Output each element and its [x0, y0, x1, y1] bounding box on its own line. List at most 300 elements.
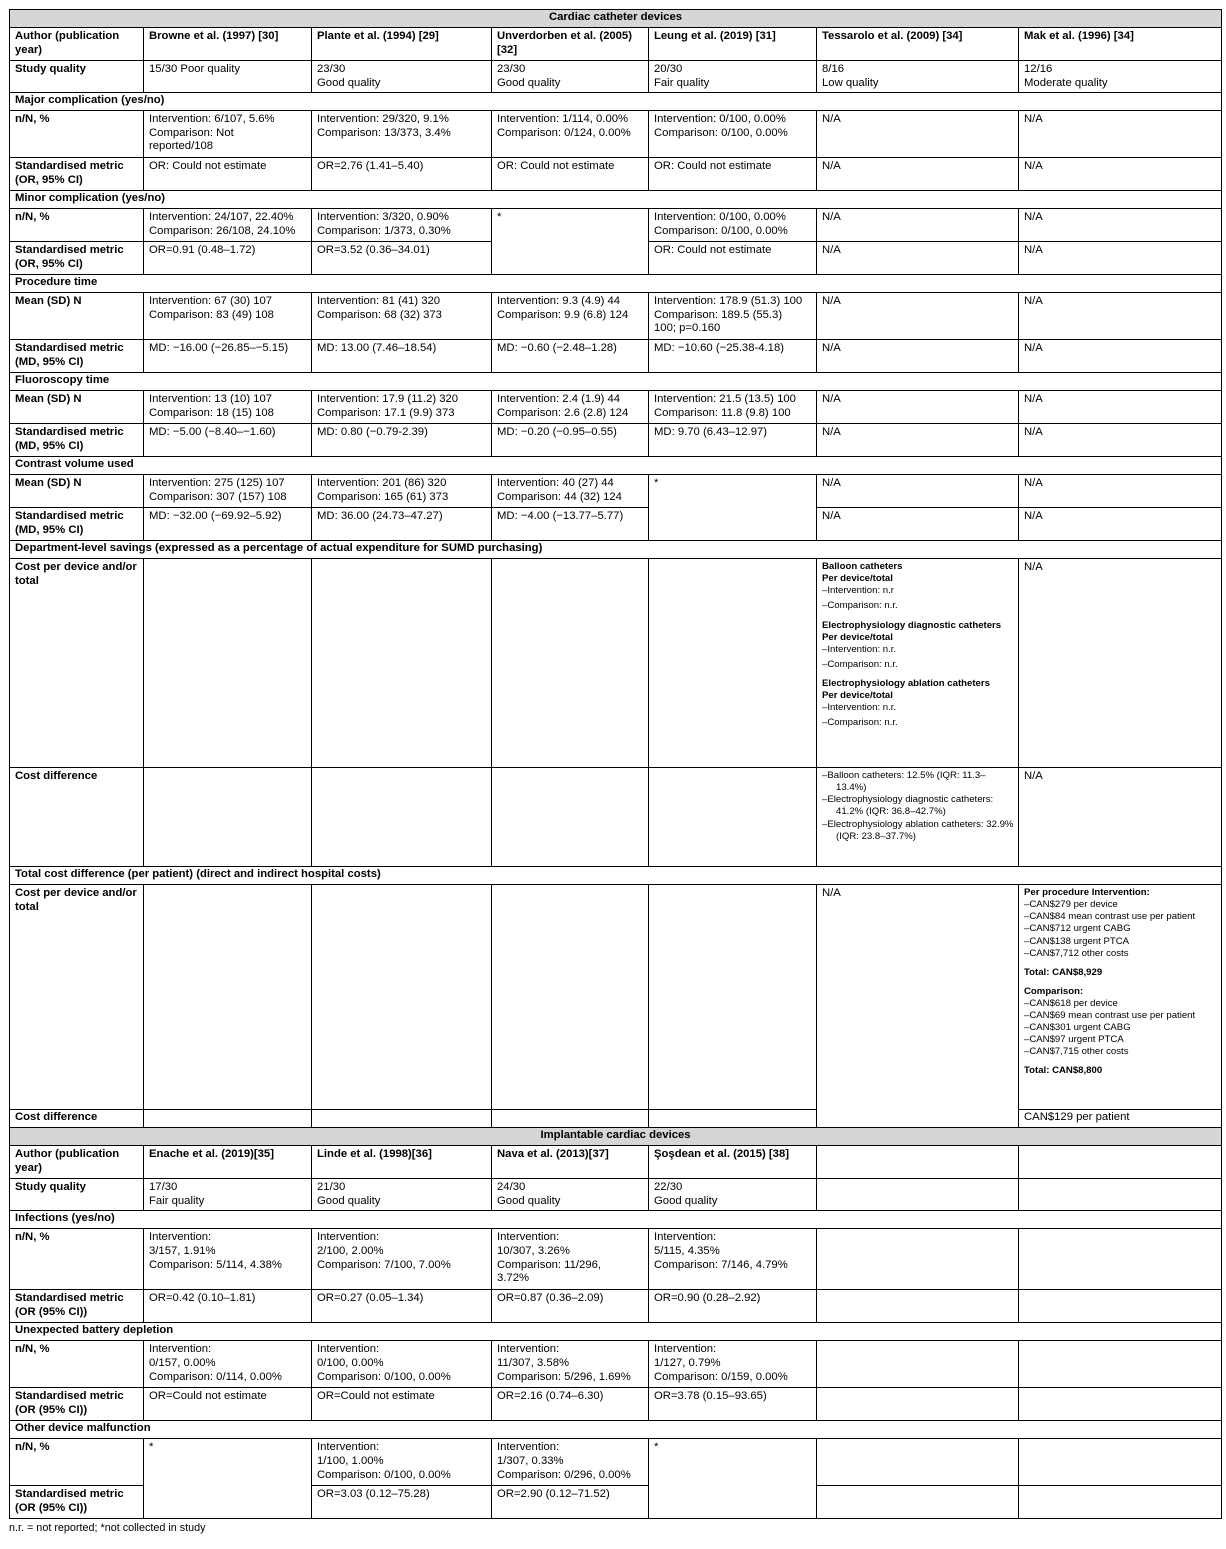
row-label-cost-difference: Cost difference: [10, 1110, 144, 1128]
group-title-minor: Minor complication (yes/no): [10, 191, 1222, 209]
cost-block-subheading: Per device/total: [822, 690, 893, 702]
cell-line: Comparison: 7/100, 7.00%: [317, 1258, 451, 1271]
row-label-standardised: Standardised metric (OR (95% CI)): [10, 1290, 144, 1323]
group-title-fluoroscopy: Fluoroscopy time: [10, 373, 1222, 391]
row-label-standardised: Standardised metric (OR, 95% CI): [10, 158, 144, 191]
empty-cell: [492, 885, 649, 1110]
cell-line: Comparison: 83 (49) 108: [149, 308, 274, 321]
metric-cell: N/A: [1019, 340, 1222, 373]
cell-line: N/A: [822, 393, 841, 406]
cell-line: 23/30: [317, 63, 346, 75]
cell-line: Comparison: 0/124, 0.00%: [497, 126, 631, 139]
cell-line: 1/127, 0.79%: [654, 1356, 721, 1369]
metric-cell: N/A: [1019, 424, 1222, 457]
data-cell: [649, 111, 817, 158]
quality-cell: [1019, 61, 1222, 93]
metric-cell: OR=0.42 (0.10–1.81): [144, 1290, 312, 1323]
data-cell: [312, 1341, 492, 1388]
cost-item: –Comparison: n.r.: [822, 658, 898, 670]
empty-cell: [312, 768, 492, 867]
data-cell: [492, 111, 649, 158]
data-cell: [312, 1439, 492, 1486]
mak-cost-cell: N/A: [1019, 559, 1222, 768]
data-cell: [649, 1341, 817, 1388]
cell-line: 0/100, 0.00%: [317, 1356, 384, 1369]
cell-line: *: [654, 1441, 659, 1454]
row-label-standardised: Standardised metric (OR, 95% CI): [10, 242, 144, 275]
header-enache: Enache et al. (2019)[35]: [144, 1146, 312, 1179]
metric-cell: N/A: [817, 158, 1019, 191]
cost-item: –CAN$7,715 other costs: [1024, 1046, 1129, 1058]
cell-line: Comparison: 0/100, 0.00%: [317, 1468, 451, 1481]
data-cell: [312, 391, 492, 424]
row-label-standardised: Standardised metric (MD, 95% CI): [10, 508, 144, 541]
metric-cell: OR=2.90 (0.12–71.52): [492, 1486, 649, 1519]
empty-cell: [649, 559, 817, 768]
cell-line: Intervention:: [317, 1231, 380, 1244]
cell-line: Comparison: Not: [149, 126, 234, 139]
quality-cell: [492, 1179, 649, 1211]
empty-cell: [1019, 1341, 1222, 1388]
empty-cell: [144, 1110, 312, 1128]
cell-line: Comparison: 1/373, 0.30%: [317, 224, 451, 237]
data-cell: [817, 111, 1019, 158]
cell-line: N/A: [822, 211, 841, 224]
group-title-major: Major complication (yes/no): [10, 93, 1222, 111]
row-label-cost: Cost per device and/or total: [10, 885, 144, 1110]
metric-cell: MD: −10.60 (−25.38-4.18): [649, 340, 817, 373]
cost-block-heading: Balloon catheters: [822, 561, 903, 573]
tessarolo-difference-cell: [817, 768, 1019, 867]
row-label-mean: Mean (SD) N: [10, 293, 144, 340]
data-cell: [1019, 475, 1222, 508]
metric-cell: OR=0.27 (0.05–1.34): [312, 1290, 492, 1323]
header-leung: Leung et al. (2019) [31]: [649, 28, 817, 61]
cell-line: Comparison: 165 (61) 373: [317, 490, 449, 503]
cell-line: 15/30 Poor quality: [149, 63, 241, 75]
cell-line: Good quality: [654, 1194, 718, 1207]
cell-line: 1/100, 1.00%: [317, 1454, 384, 1467]
cell-line: reported/108: [149, 140, 214, 153]
empty-cell: [1019, 1439, 1222, 1486]
row-label-n: n/N, %: [10, 209, 144, 242]
empty-cell: [1019, 1146, 1222, 1179]
empty-cell: [649, 768, 817, 867]
header-nava: Nava et al. (2013)[37]: [492, 1146, 649, 1179]
cell-line: Intervention: 6/107, 5.6%: [149, 113, 275, 126]
cell-line: *: [497, 211, 502, 224]
row-label-mean: Mean (SD) N: [10, 391, 144, 424]
metric-cell: OR: Could not estimate: [144, 158, 312, 191]
cost-item: –CAN$97 urgent PTCA: [1024, 1034, 1124, 1046]
data-cell: [1019, 209, 1222, 242]
cell-line: N/A: [1024, 211, 1043, 224]
cell-line: Intervention: 13 (10) 107: [149, 393, 273, 406]
header-mak: Mak et al. (1996) [34]: [1019, 28, 1222, 61]
cell-line: Comparison: 5/296, 1.69%: [497, 1370, 631, 1383]
data-cell: [492, 293, 649, 340]
data-cell: [144, 209, 312, 242]
cost-item: –Comparison: n.r.: [822, 600, 898, 612]
metric-cell: OR: Could not estimate: [649, 158, 817, 191]
quality-cell: [492, 61, 649, 93]
cell-line: 100; p=0.160: [654, 322, 721, 335]
evidence-table: [9, 9, 1222, 1519]
cost-item: –Intervention: n.r: [822, 585, 894, 597]
difference-item: –Electrophysiology ablation catheters: 32.9% (IQR: 23.8–37.7%): [822, 818, 1014, 842]
empty-cell: [649, 1110, 817, 1128]
cost-block-heading: Electrophysiology ablation catheters: [822, 677, 990, 689]
cost-item: –CAN$618 per device: [1024, 997, 1118, 1009]
empty-cell: [1019, 1179, 1222, 1211]
empty-cell: [817, 1486, 1019, 1519]
empty-cell: [492, 768, 649, 867]
cell-line: Moderate quality: [1024, 76, 1108, 89]
empty-cell: [817, 1229, 1019, 1290]
metric-cell: OR=3.78 (0.15–93.65): [649, 1388, 817, 1421]
cost-item: –CAN$69 mean contrast use per patient: [1024, 1010, 1196, 1022]
metric-cell: MD: −32.00 (−69.92–5.92): [144, 508, 312, 541]
quality-cell: [312, 1179, 492, 1211]
empty-cell: [1019, 1290, 1222, 1323]
empty-cell: [1019, 1486, 1222, 1519]
cell-line: Comparison: 11.8 (9.8) 100: [654, 406, 791, 419]
cell-line: 11/307, 3.58%: [497, 1356, 570, 1369]
cell-line: Comparison: 11/296,: [497, 1258, 602, 1271]
data-cell: [817, 209, 1019, 242]
empty-cell: [817, 1388, 1019, 1421]
cell-line: Comparison: 189.5 (55.3): [654, 308, 783, 321]
header-tessarolo: Tessarolo et al. (2009) [34]: [817, 28, 1019, 61]
cell-line: *: [149, 1441, 154, 1454]
section-title-implantable: Implantable cardiac devices: [10, 1128, 1222, 1146]
empty-cell: [492, 1110, 649, 1128]
empty-cell: [144, 559, 312, 768]
group-title-infections: Infections (yes/no): [10, 1211, 1222, 1229]
cell-line: 17/30: [149, 1181, 178, 1194]
cell-line: Intervention: 1/114, 0.00%: [497, 113, 629, 126]
metric-cell: OR=0.91 (0.48–1.72): [144, 242, 312, 275]
empty-cell: [312, 885, 492, 1110]
metric-cell: OR=2.16 (0.74–6.30): [492, 1388, 649, 1421]
row-label-n: n/N, %: [10, 1439, 144, 1486]
cell-line: Comparison: 2.6 (2.8) 124: [497, 406, 629, 419]
cost-item: –Intervention: n.r.: [822, 643, 897, 655]
data-cell: [1019, 391, 1222, 424]
cell-line: Intervention: 275 (125) 107: [149, 477, 285, 490]
metric-cell: OR: Could not estimate: [492, 158, 649, 191]
data-cell: [649, 209, 817, 242]
data-cell: [649, 293, 817, 340]
row-label-quality: Study quality: [10, 1179, 144, 1211]
cost-item: –Intervention: n.r.: [822, 702, 897, 714]
cell-line: Intervention: 21.5 (13.5) 100: [654, 393, 796, 406]
cell-line: N/A: [822, 113, 841, 126]
metric-cell: N/A: [817, 242, 1019, 275]
not-collected-cell: [492, 209, 649, 275]
cell-line: 8/16: [822, 63, 844, 75]
cost-item: –CAN$301 urgent CABG: [1024, 1022, 1131, 1034]
cell-line: 22/30: [654, 1181, 683, 1194]
cell-line: Intervention:: [317, 1343, 380, 1356]
cell-line: Intervention: 24/107, 22.40%: [149, 211, 294, 224]
cost-block-subheading: Per device/total: [822, 631, 893, 643]
data-cell: [144, 111, 312, 158]
cell-line: Comparison: 44 (32) 124: [497, 490, 622, 503]
metric-cell: MD: 0.80 (−0.79-2.39): [312, 424, 492, 457]
empty-cell: [144, 885, 312, 1110]
cell-line: 21/30: [317, 1181, 346, 1194]
header-author: Author (publication year): [10, 28, 144, 61]
metric-cell: MD: −4.00 (−13.77–5.77): [492, 508, 649, 541]
data-cell: [144, 391, 312, 424]
cell-line: Intervention: 0/100, 0.00%: [654, 113, 786, 126]
metric-cell: MD: −0.20 (−0.95–0.55): [492, 424, 649, 457]
cell-line: 23/30: [497, 63, 526, 75]
cell-line: Comparison: 7/146, 4.79%: [654, 1258, 788, 1271]
row-label-standardised: Standardised metric (OR (95% CI)): [10, 1486, 144, 1519]
cell-line: Comparison: 17.1 (9.9) 373: [317, 406, 455, 419]
empty-cell: [1019, 1388, 1222, 1421]
data-cell: [1019, 111, 1222, 158]
metric-cell: N/A: [817, 424, 1019, 457]
metric-cell: OR=3.52 (0.36–34.01): [312, 242, 492, 275]
cell-line: Intervention: 3/320, 0.90%: [317, 211, 449, 224]
cost-item: –CAN$712 urgent CABG: [1024, 923, 1131, 935]
cell-line: Comparison: 0/114, 0.00%: [149, 1370, 282, 1383]
group-title-malfunction: Other device malfunction: [10, 1421, 1222, 1439]
header-author: Author (publication year): [10, 1146, 144, 1179]
data-cell: [649, 1229, 817, 1290]
quality-cell: [144, 1179, 312, 1211]
not-collected-cell: [144, 1439, 312, 1519]
cost-item: –CAN$279 per device: [1024, 899, 1118, 911]
data-cell: [144, 1229, 312, 1290]
header-linde: Linde et al. (1998)[36]: [312, 1146, 492, 1179]
cell-line: Fair quality: [654, 76, 710, 89]
empty-cell: [817, 1290, 1019, 1323]
data-cell: [312, 209, 492, 242]
cell-line: 12/16: [1024, 63, 1053, 75]
cell-line: 2/100, 2.00%: [317, 1244, 384, 1257]
header-plante: Plante et al. (1994) [29]: [312, 28, 492, 61]
row-label-cost: Cost per device and/or total: [10, 559, 144, 768]
row-label-standardised: Standardised metric (OR (95% CI)): [10, 1388, 144, 1421]
cost-item: –CAN$7,712 other costs: [1024, 947, 1129, 959]
cell-line: Good quality: [497, 76, 561, 89]
cell-line: Intervention:: [149, 1343, 212, 1356]
tessarolo-cost-cell: [817, 559, 1019, 768]
row-label-mean: Mean (SD) N: [10, 475, 144, 508]
difference-item: –Electrophysiology diagnostic catheters: 41.2% (IQR: 36.8–42.7%): [822, 794, 994, 818]
cost-total: Total: CAN$8,800: [1024, 1065, 1103, 1077]
quality-cell: [817, 61, 1019, 93]
empty-cell: [817, 1146, 1019, 1179]
cell-line: N/A: [1024, 477, 1043, 490]
cell-line: Intervention: 9.3 (4.9) 44: [497, 295, 621, 308]
cell-line: 0/157, 0.00%: [149, 1356, 216, 1369]
cell-line: Good quality: [317, 76, 381, 89]
row-label-quality: Study quality: [10, 61, 144, 93]
cell-line: Intervention: 81 (41) 320: [317, 295, 441, 308]
cell-line: Comparison: 68 (32) 373: [317, 308, 442, 321]
group-title-total-cost: Total cost difference (per patient) (direct and indirect hospital costs): [10, 867, 1222, 885]
cell-line: Comparison: 307 (157) 108: [149, 490, 287, 503]
cell-line: Comparison: 0/100, 0.00%: [317, 1370, 451, 1383]
empty-cell: [817, 1179, 1019, 1211]
row-label-standardised: Standardised metric (MD, 95% CI): [10, 340, 144, 373]
row-label-n: n/N, %: [10, 111, 144, 158]
metric-cell: N/A: [1019, 242, 1222, 275]
cell-line: Good quality: [317, 1194, 381, 1207]
cell-line: N/A: [1024, 113, 1043, 126]
cost-total: Total: CAN$8,929: [1024, 966, 1103, 978]
cell-line: Intervention: 40 (27) 44: [497, 477, 614, 490]
data-cell: [144, 475, 312, 508]
row-label-n: n/N, %: [10, 1229, 144, 1290]
metric-cell: N/A: [817, 340, 1019, 373]
quality-cell: [144, 61, 312, 93]
metric-cell: OR: Could not estimate: [649, 242, 817, 275]
metric-cell: N/A: [817, 508, 1019, 541]
cell-line: Comparison: 0/100, 0.00%: [654, 224, 788, 237]
cell-line: Intervention: 67 (30) 107: [149, 295, 273, 308]
cell-line: Comparison: 26/108, 24.10%: [149, 224, 296, 237]
cell-line: Comparison: 18 (15) 108: [149, 406, 274, 419]
data-cell: [817, 293, 1019, 340]
cell-line: Intervention: 178.9 (51.3) 100: [654, 295, 803, 308]
data-cell: [144, 293, 312, 340]
metric-cell: OR=Could not estimate: [312, 1388, 492, 1421]
group-title-savings: Department-level savings (expressed as a percentage of actual expenditure for SUMD purchasing): [10, 541, 1222, 559]
metric-cell: MD: 9.70 (6.43–12.97): [649, 424, 817, 457]
cost-block-subheading: Per device/total: [822, 573, 893, 585]
metric-cell: OR=0.90 (0.28–2.92): [649, 1290, 817, 1323]
empty-cell: [492, 559, 649, 768]
header-browne: Browne et al. (1997) [30]: [144, 28, 312, 61]
row-label-standardised: Standardised metric (MD, 95% CI): [10, 424, 144, 457]
metric-cell: MD: −0.60 (−2.48–1.28): [492, 340, 649, 373]
empty-cell: [312, 559, 492, 768]
cell-line: 20/30: [654, 63, 683, 75]
cell-line: Intervention: 17.9 (11.2) 320: [317, 393, 459, 406]
header-unverdorben: Unverdorben et al. (2005) [32]: [492, 28, 649, 61]
empty-cell: [817, 1341, 1019, 1388]
quality-cell: [649, 1179, 817, 1211]
cell-line: Intervention:: [497, 1343, 560, 1356]
row-label-n: n/N, %: [10, 1341, 144, 1388]
quality-cell: [649, 61, 817, 93]
data-cell: [817, 475, 1019, 508]
not-collected-cell: [649, 475, 817, 541]
data-cell: [649, 391, 817, 424]
data-cell: [312, 293, 492, 340]
mak-total-cost-cell: [1019, 885, 1222, 1110]
data-cell: [492, 475, 649, 508]
empty-cell: [1019, 1229, 1222, 1290]
cost-block-heading: Comparison:: [1024, 985, 1084, 997]
metric-cell: OR=Could not estimate: [144, 1388, 312, 1421]
cell-line: Intervention:: [497, 1441, 560, 1454]
data-cell: [817, 391, 1019, 424]
cell-line: Intervention:: [654, 1231, 717, 1244]
difference-item: –Balloon catheters: 12.5% (IQR: 11.3–13.4%): [822, 770, 986, 794]
cell-line: Intervention: 0/100, 0.00%: [654, 211, 786, 224]
tessarolo-total-cell: N/A: [817, 885, 1019, 1128]
empty-cell: [144, 768, 312, 867]
cell-line: Intervention:: [149, 1231, 212, 1244]
not-collected-cell: [649, 1439, 817, 1519]
quality-cell: [312, 61, 492, 93]
group-title-contrast: Contrast volume used: [10, 457, 1222, 475]
cell-line: Comparison: 9.9 (6.8) 124: [497, 308, 629, 321]
empty-cell: [817, 1439, 1019, 1486]
cell-line: N/A: [822, 295, 841, 308]
cell-line: 3/157, 1.91%: [149, 1244, 216, 1257]
cell-line: Comparison: 0/159, 0.00%: [654, 1370, 788, 1383]
mak-cost-difference-cell: CAN$129 per patient: [1019, 1110, 1222, 1128]
cell-line: Intervention: 2.4 (1.9) 44: [497, 393, 621, 406]
metric-cell: N/A: [1019, 508, 1222, 541]
cell-line: N/A: [1024, 295, 1043, 308]
data-cell: [492, 391, 649, 424]
cost-item: –Comparison: n.r.: [822, 717, 898, 729]
header-sosdean: Şoşdean et al. (2015) [38]: [649, 1146, 817, 1179]
cost-item: –CAN$138 urgent PTCA: [1024, 935, 1130, 947]
empty-cell: [312, 1110, 492, 1128]
cell-line: Intervention: 29/320, 9.1%: [317, 113, 449, 126]
data-cell: [312, 1229, 492, 1290]
metric-cell: OR=2.76 (1.41–5.40): [312, 158, 492, 191]
mak-difference-cell: N/A: [1019, 768, 1222, 867]
row-label-cost-difference: Cost difference: [10, 768, 144, 867]
cell-line: Intervention:: [654, 1343, 717, 1356]
group-title-battery: Unexpected battery depletion: [10, 1323, 1222, 1341]
table-container: [9, 9, 1221, 1534]
table-footnote: n.r. = not reported; *not collected in study: [9, 1522, 206, 1535]
cell-line: Comparison: 5/114, 4.38%: [149, 1258, 282, 1271]
cell-line: 5/115, 4.35%: [654, 1244, 720, 1257]
group-title-procedure: Procedure time: [10, 275, 1222, 293]
cell-line: Intervention:: [497, 1231, 560, 1244]
metric-cell: MD: −16.00 (−26.85–−5.15): [144, 340, 312, 373]
data-cell: [492, 1229, 649, 1290]
empty-cell: [649, 885, 817, 1110]
cell-line: Fair quality: [149, 1194, 205, 1207]
data-cell: [1019, 293, 1222, 340]
metric-cell: MD: 13.00 (7.46–18.54): [312, 340, 492, 373]
cell-line: Low quality: [822, 76, 879, 89]
data-cell: [144, 1341, 312, 1388]
cell-line: Comparison: 0/296, 0.00%: [497, 1468, 631, 1481]
data-cell: [312, 475, 492, 508]
metric-cell: MD: −5.00 (−8.40–−1.60): [144, 424, 312, 457]
metric-cell: OR=0.87 (0.36–2.09): [492, 1290, 649, 1323]
cell-line: Comparison: 0/100, 0.00%: [654, 126, 788, 139]
metric-cell: N/A: [1019, 158, 1222, 191]
metric-cell: MD: 36.00 (24.73–47.27): [312, 508, 492, 541]
cell-line: Intervention:: [317, 1441, 380, 1454]
cell-line: N/A: [822, 477, 841, 490]
cell-line: 3.72%: [497, 1272, 530, 1285]
cell-line: Good quality: [497, 1194, 561, 1207]
cost-block-heading: Electrophysiology diagnostic catheters: [822, 619, 1002, 631]
data-cell: [312, 111, 492, 158]
cell-line: N/A: [1024, 393, 1043, 406]
cell-line: Intervention: 201 (86) 320: [317, 477, 447, 490]
cell-line: *: [654, 477, 659, 490]
cell-line: 1/307, 0.33%: [497, 1454, 564, 1467]
